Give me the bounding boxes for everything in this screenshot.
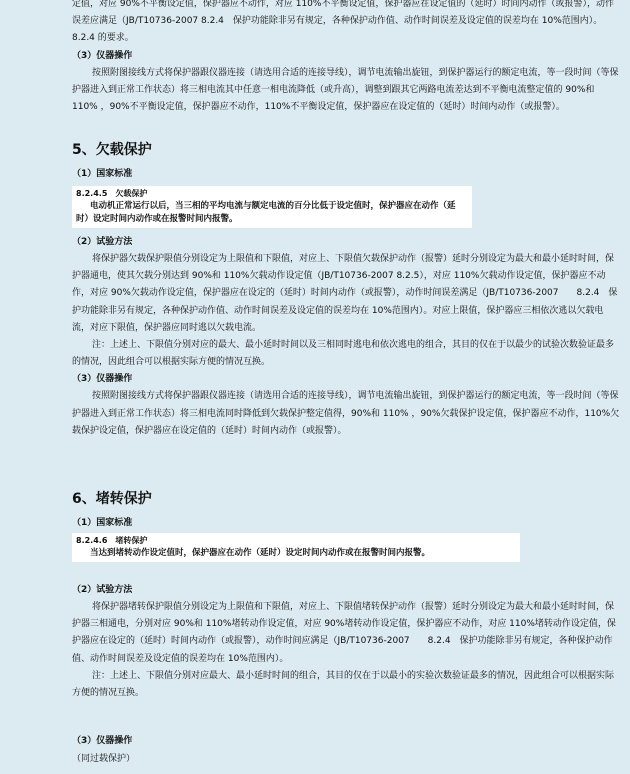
section-6-standard-box	[72, 533, 520, 562]
section-6-body	[72, 582, 620, 702]
standard-code: 8.2.4.6	[76, 536, 108, 545]
subheading-instrument-operation: （3）仪器操作	[72, 50, 133, 61]
section-6-instrument-operation-title: （3）仪器操作	[72, 736, 133, 746]
section-5-heading: 5、欠载保护	[72, 142, 152, 158]
standard-name: 欠载保护	[115, 189, 148, 198]
overload-paragraph: 定值，对应 90%不平衡设定值，保护器应不动作，对应 110%不平衡设定值，保护器应在设定值的（延时）时间内动作（或报警），动作误差应满足（JB/T10736-2007 8.2.4 保护功能除非另有规定，各种保护动作值、动作时间误差及设定值的误差均在 10%范围内）。8.2.4 的要求。	[72, 0, 614, 44]
standard-code: 8.2.4.5	[76, 189, 108, 198]
instrument-operation-text: 按照附图接线方式将保护器跟仪器连接（请选用合适的连接导线），调节电流输出旋钮，到保护器运行的额定电流，等一段时间（等保护器进入到正常工作状态）将三相电流其中任意一相电流降低（或升高），调整到跟其它两路电流差达到不平衡电流整定值的 90%和 110% ，90%不平衡设定值，保护器应不动作，110%不平衡设定值，保护器应在设定值的（延时）时间内动作（或报警）。	[72, 67, 619, 113]
subheading-test-method: （2）试验方法	[72, 237, 133, 247]
standard-name: 堵转保护	[115, 536, 148, 545]
standard-text: 电动机正常运行以后，当三相的平均电流与额定电流的百分比低于设定值时，保护器应在动作（延时）设定时间内动作或在报警时间内报警。	[76, 201, 456, 224]
section-5-standard-title: （1）国家标准	[72, 169, 133, 179]
subheading-instrument-operation: （3）仪器操作	[72, 374, 133, 385]
note-text: 注：上述上、下限值分别对应的最大、最小延时时间以及三相同时逃电和依次逃电的组合，其目的仅在于以最少的试验次数验证最多的情况，因此组合可以根据实际方便的情况互换。	[72, 340, 615, 368]
note-text: 注：上述上、下限值分别对应最大、最小延时时间的组合，其目的仅在于以最小的实验次数验证最多的情况，因此组合可以根据实际方便的情况互换。	[72, 670, 615, 699]
test-method-text: 将保护器欠载保护限值分别设定为上限值和下限值，对应上、下限值欠载保护动作（报警）延时分别设定为最大和最小延时时间，保护器通电，使其欠载分别达到 90%和 110%欠载动作设定值（JB/T10736-2007 8.2.5），对应 110%欠载动作设定值，保护器应不动作，对应 90%欠载动作设定值，保护器应在设定的（延时）时间内动作（或报警），动作时间误差满足（JB/T10736-2007 8.2.4 保护功能除非另有规定，各种保护动作值、动作时间误差及设定值的误差均在 10%范围内）。对应上限值，保护器应三相依次逃以欠载电流，对应下限值，保护器应同时逃以欠载电流。	[72, 254, 618, 333]
subheading-test-method: （2）试验方法	[72, 585, 133, 595]
section-6-instrument-operation-text: （同过载保护）	[72, 754, 136, 764]
test-method-text: 将保护器堵转保护限值分别设定为上限值和下限值，对应上、下限值堵转保护动作（报警）延时分别设定为最大和最小延时时间，保护器三相通电，分别对应 90%和 110%堵转动作设定值，对应 90%堵转动作设定值，保护器应不动作，对应 110%堵转动作设定值，保护器应在设定的（延时）时间内动作（或报警），动作时间应满足（JB/T10736-2007 8.2.4 保护功能除非另有规定，各种保护动作值、动作时间误差及设定值的误差均在 10%范围内）。	[72, 602, 616, 664]
section-5-body	[72, 234, 620, 440]
section-4-continuation	[72, 0, 620, 116]
section-5-standard-box	[72, 186, 472, 228]
section-6-heading: 6、堵转保护	[72, 491, 152, 507]
instrument-operation-text: 按照附图接线方式将保护器跟仪器连接（请选用合适的连接导线），调节电流输出旋钮，到保护器运行的额定电流，等一段时间（等保护器进入到正常工作状态）将三相电流同时降低到欠载保护整定值得，90%和 110% ，90%欠载保护设定值，保护器应不动作，110%欠载保护设定值，保护器应在设定值的（延时）时间内动作（或报警）。	[72, 391, 620, 436]
section-6-standard-title: （1）国家标准	[72, 518, 133, 528]
standard-text: 当达到堵转动作设定值时，保护器应在动作（延时）设定时间内动作或在报警时间内报警。	[90, 548, 431, 558]
